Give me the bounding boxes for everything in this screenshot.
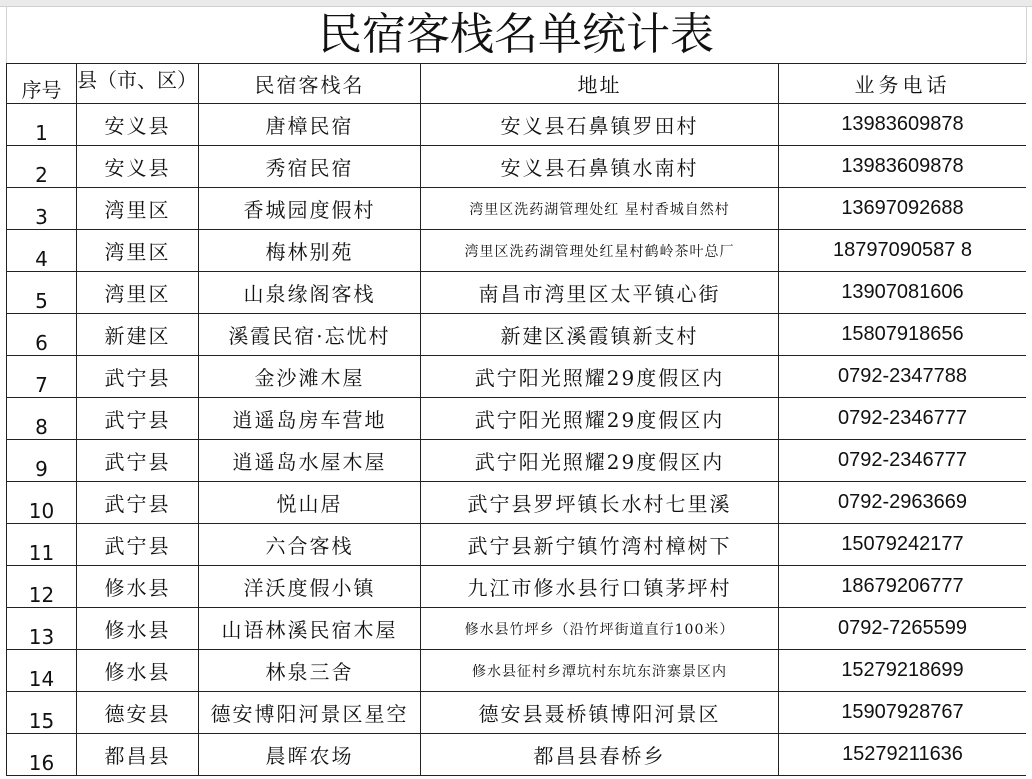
- cell-no[interactable]: 7: [7, 356, 77, 398]
- lodging-table: [6, 63, 1027, 776]
- cell-county[interactable]: 武宁县: [77, 482, 199, 524]
- cell-no[interactable]: 14: [7, 650, 77, 692]
- header-phone[interactable]: 业务电话: [779, 64, 1027, 104]
- cell-no[interactable]: 16: [7, 734, 77, 776]
- cell-no[interactable]: 5: [7, 272, 77, 314]
- cell-address[interactable]: 南昌市湾里区太平镇心街: [421, 272, 779, 314]
- cell-county[interactable]: 武宁县: [77, 440, 199, 482]
- cell-address[interactable]: 修水县征村乡潭坑村东坑东浒寨景区内: [421, 650, 779, 692]
- table-row: [7, 692, 1027, 734]
- cell-phone[interactable]: 13697092688: [779, 188, 1027, 230]
- table-row: [7, 398, 1027, 440]
- cell-county[interactable]: 湾里区: [77, 188, 199, 230]
- cell-name[interactable]: 六合客栈: [199, 524, 421, 566]
- cell-no[interactable]: 1: [7, 104, 77, 146]
- cell-address[interactable]: 安义县石鼻镇水南村: [421, 146, 779, 188]
- cell-phone[interactable]: 0792-2346777: [779, 398, 1027, 440]
- cell-address[interactable]: 武宁阳光照耀29度假区内: [421, 440, 779, 482]
- cell-phone[interactable]: 0792-7265599: [779, 608, 1027, 650]
- table-row: [7, 482, 1027, 524]
- cell-phone[interactable]: 15279211636: [779, 734, 1027, 776]
- cell-county[interactable]: 都昌县: [77, 734, 199, 776]
- cell-phone[interactable]: 0792-2346777: [779, 440, 1027, 482]
- table-row: [7, 272, 1027, 314]
- cell-address[interactable]: 武宁阳光照耀29度假区内: [421, 356, 779, 398]
- cell-name[interactable]: 逍遥岛房车营地: [199, 398, 421, 440]
- header-address[interactable]: 地址: [421, 64, 779, 104]
- cell-phone[interactable]: 18797090587 8: [779, 230, 1027, 272]
- cell-no[interactable]: 3: [7, 188, 77, 230]
- cell-name[interactable]: 悦山居: [199, 482, 421, 524]
- cell-no[interactable]: 10: [7, 482, 77, 524]
- table-row: [7, 104, 1027, 146]
- cell-phone[interactable]: 0792-2347788: [779, 356, 1027, 398]
- cell-phone[interactable]: 15079242177: [779, 524, 1027, 566]
- cell-name[interactable]: 洋沃度假小镇: [199, 566, 421, 608]
- table-row: [7, 734, 1027, 776]
- cell-address[interactable]: 武宁阳光照耀29度假区内: [421, 398, 779, 440]
- cell-county[interactable]: 武宁县: [77, 524, 199, 566]
- cell-name[interactable]: 唐樟民宿: [199, 104, 421, 146]
- table-row: [7, 566, 1027, 608]
- cell-name[interactable]: 晨晖农场: [199, 734, 421, 776]
- table-row: [7, 650, 1027, 692]
- header-no[interactable]: 序号: [7, 64, 77, 104]
- cell-address[interactable]: 武宁县新宁镇竹湾村樟树下: [421, 524, 779, 566]
- cell-name[interactable]: 梅林别苑: [199, 230, 421, 272]
- header-row: [7, 64, 1027, 104]
- cell-county[interactable]: 武宁县: [77, 356, 199, 398]
- cell-county[interactable]: 武宁县: [77, 398, 199, 440]
- cell-no[interactable]: 4: [7, 230, 77, 272]
- table-row: [7, 230, 1027, 272]
- cell-county[interactable]: 湾里区: [77, 230, 199, 272]
- cell-name[interactable]: 香城园度假村: [199, 188, 421, 230]
- cell-name[interactable]: 金沙滩木屋: [199, 356, 421, 398]
- header-name[interactable]: 民宿客栈名: [199, 64, 421, 104]
- cell-address[interactable]: 湾里区洗药湖管理处红 星村香城自然村: [421, 188, 779, 230]
- table-row: [7, 188, 1027, 230]
- cell-no[interactable]: 13: [7, 608, 77, 650]
- cell-county[interactable]: 湾里区: [77, 272, 199, 314]
- cell-no[interactable]: 8: [7, 398, 77, 440]
- cell-name[interactable]: 山泉缘阁客栈: [199, 272, 421, 314]
- table-row: [7, 440, 1027, 482]
- cell-phone[interactable]: 13907081606: [779, 272, 1027, 314]
- cell-no[interactable]: 6: [7, 314, 77, 356]
- cell-county[interactable]: 新建区: [77, 314, 199, 356]
- table-row: [7, 314, 1027, 356]
- cell-address[interactable]: 德安县聂桥镇博阳河景区: [421, 692, 779, 734]
- cell-name[interactable]: 德安博阳河景区星空: [199, 692, 421, 734]
- table-row: [7, 524, 1027, 566]
- cell-name[interactable]: 山语林溪民宿木屋: [199, 608, 421, 650]
- cell-county[interactable]: 修水县: [77, 650, 199, 692]
- cell-no[interactable]: 9: [7, 440, 77, 482]
- cell-county[interactable]: 修水县: [77, 566, 199, 608]
- cell-name[interactable]: 逍遥岛水屋木屋: [199, 440, 421, 482]
- cell-address[interactable]: 都昌县春桥乡: [421, 734, 779, 776]
- cell-address[interactable]: 新建区溪霞镇新支村: [421, 314, 779, 356]
- cell-phone[interactable]: 15279218699: [779, 650, 1027, 692]
- cell-phone[interactable]: 15807918656: [779, 314, 1027, 356]
- cell-phone[interactable]: 13983609878: [779, 146, 1027, 188]
- cell-no[interactable]: 15: [7, 692, 77, 734]
- table-row: [7, 356, 1027, 398]
- cell-county[interactable]: 德安县: [77, 692, 199, 734]
- cell-address[interactable]: 九江市修水县行口镇茅坪村: [421, 566, 779, 608]
- cell-phone[interactable]: 0792-2963669: [779, 482, 1027, 524]
- cell-county[interactable]: 安义县: [77, 104, 199, 146]
- cell-name[interactable]: 秀宿民宿: [199, 146, 421, 188]
- cell-address[interactable]: 安义县石鼻镇罗田村: [421, 104, 779, 146]
- table-row: [7, 146, 1027, 188]
- cell-address[interactable]: 湾里区洗药湖管理处红星村鹤岭茶叶总厂: [421, 230, 779, 272]
- cell-county[interactable]: 修水县: [77, 608, 199, 650]
- cell-no[interactable]: 12: [7, 566, 77, 608]
- cell-phone[interactable]: 18679206777: [779, 566, 1027, 608]
- table-row: [7, 608, 1027, 650]
- cell-phone[interactable]: 15907928767: [779, 692, 1027, 734]
- cell-address[interactable]: 武宁县罗坪镇长水村七里溪: [421, 482, 779, 524]
- cell-name[interactable]: 林泉三舍: [199, 650, 421, 692]
- table-title: 民宿客栈名单统计表: [318, 9, 714, 60]
- header-county[interactable]: 县（市、区）: [77, 64, 199, 104]
- cell-no[interactable]: 11: [7, 524, 77, 566]
- sheet-edge: [1026, 63, 1032, 779]
- cell-no[interactable]: 2: [7, 146, 77, 188]
- cell-county[interactable]: 安义县: [77, 146, 199, 188]
- cell-phone[interactable]: 13983609878: [779, 104, 1027, 146]
- cell-name[interactable]: 溪霞民宿·忘忧村: [199, 314, 421, 356]
- cell-address[interactable]: 修水县竹坪乡（沿竹坪街道直行100米）: [421, 608, 779, 650]
